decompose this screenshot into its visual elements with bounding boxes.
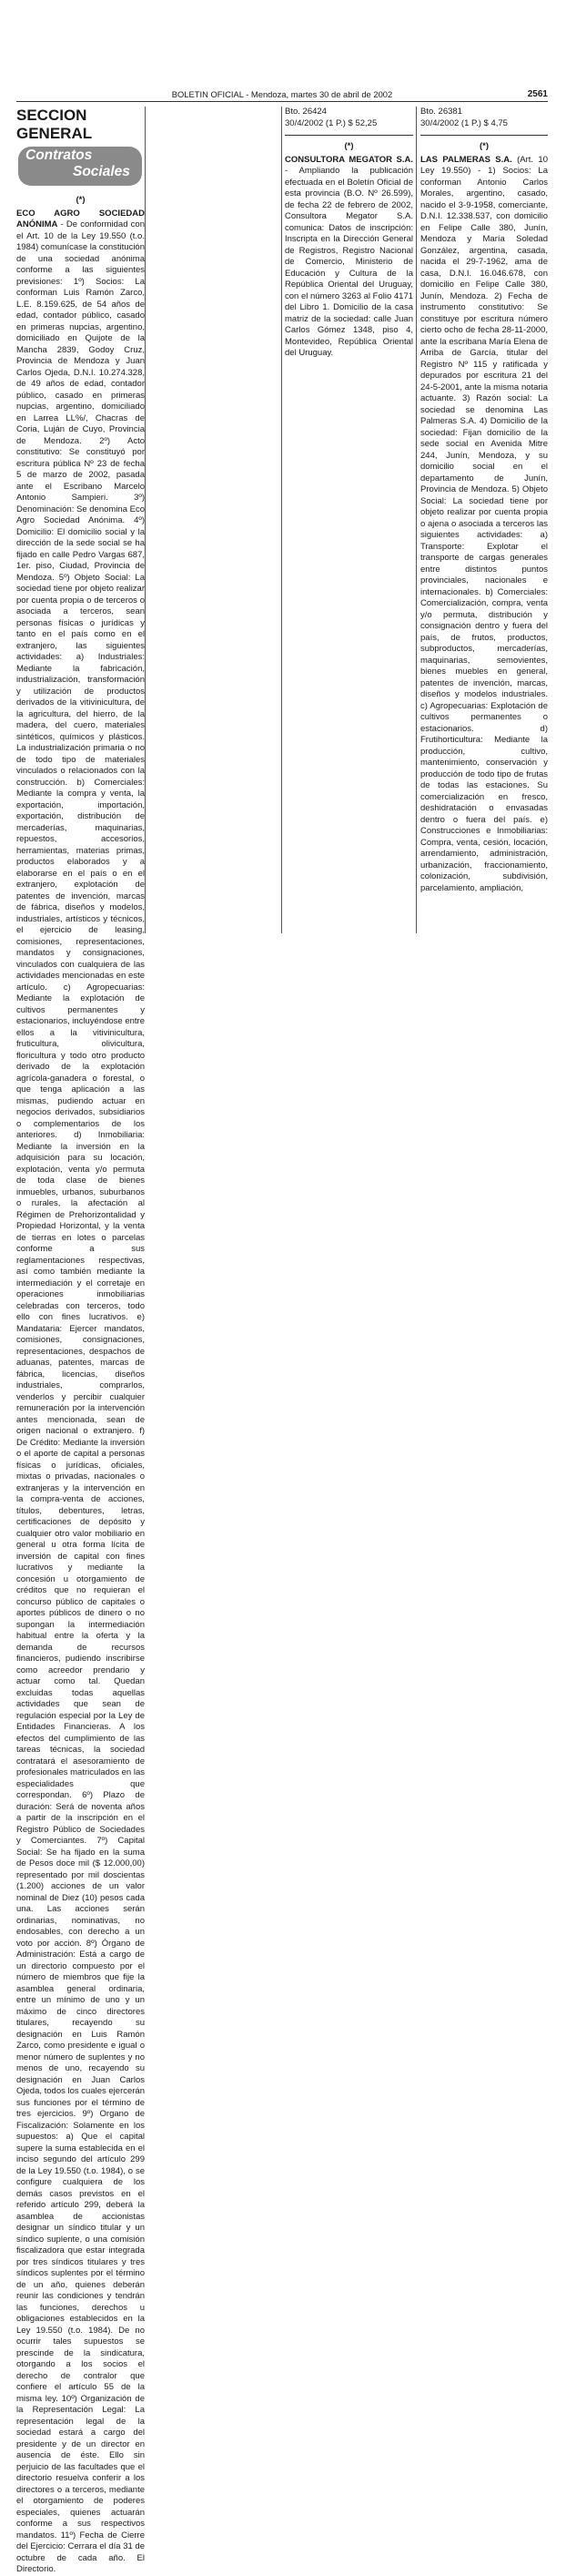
notice-company-name: LAS PALMERAS S.A.: [420, 154, 512, 165]
notice-body: (Art. 10 Ley 19.550) - 1) Socios: La conforman Antonio Carlos Morales, argentino, casado, nacido el 3-9-1958, comerciante, D.N.I. 12.338.537, con domicilio en Felipe Calle 380, Junín, Mendoza y María Soledad González, argentina, casada, nacida el 29-7-1962, ama de casa, D.N.I. 16.046.678, con domicilio en Felipe Calle 380, Junín, Mendoza. 2) Fecha de instrumento constitutivo: Se constituye por escritura número cierto ocho de fecha 28-11-2000, ante la escribana María Elena de Arriba de García, titular del Registro Nº 115 y ratificada y depurados por escritura 21 del 24-5-2001, ante la misma notaria actuante. 3) Razón social: La sociedad se denomina Las Palmeras S.A. 4) Domicilio de la sociedad: Fijan domicilio de la sede social en Avenida Mitre 244, Junín, Mendoza, y su domicilio social en el departamento de Junín, Provincia de Mendoza. 5) Objeto Social: La sociedad tiene por objeto realizar por cuenta propia o ajena o asociada a terceros las siguientes actividades: a) Transporte: Explotar el transporte de cargas generales entre distintos puntos provinciales, nacionales e internacionales. b) Comerciales: Comercialización, compra, venta y/o permuta, distribución y consignación dentro y fuera del país, de frutos, productos, subproductos, mercaderías, maquinarias, semovientes, bienes muebles en general, patentes de invención, marcas, diseños y modelos industriales. c) Agropecuarias: Explotación de cultivos permanentes o estacionarios. d) Frutihorticultura: Mediante la producción, cultivo, mantenimiento, conservación y producción de todo tipo de frutas de todas las estaciones. Su comercialización en fresco, deshidratación o envasadas dentro o fuera del país. e) Construcciones e Inmobiliarias: Compra, venta, cesión, locación, arrendamiento, administración, urbanización, fraccionamiento, colonización, subdivisión, parcelamiento, ampliación,: [420, 154, 548, 893]
column-divider: [416, 107, 417, 933]
section-title: SECCION GENERAL: [16, 107, 93, 142]
notice-asterisk: (*): [76, 195, 86, 205]
column-3: [285, 107, 413, 933]
notice-separator: [285, 135, 413, 136]
notice-bto: Bto. 26381: [420, 107, 462, 117]
notice-body: - De conformidad con el Art. 10 de la Ley 19.550 (t.o. 1984) comunícase la constitución de una sociedad anónima conforme a las siguientes previsiones: 1º) Socios: La conforman Luis Ramón Zarco, L.E. 8.159.625, de 54 años de edad, contador público, casado en primeras nupcias, argentino, domiciliado en Quijote de la Mancha 2839, Godoy Cruz, Provincia de Mendoza y Juan Carlos Ojeda, D.N.I. 10.274.328, de 49 años de edad, contador público, casado en primeras nupcias, argentino, domiciliado en Larrea LL%/, Chacras de Coria, Luján de Cuyo, Provincia de Mendoza. 2º) Acto constitutivo: Se constituyó por escritura pública Nº 23 de fecha 5 de marzo de 2002, pasada ante el Escribano Marcelo Antonio Sampieri. 3º) Denominación: Se denomina Eco Agro Sociedad Anónima. 4º) Domicilio: El domicilio social y la dirección de la sede social se ha fijado en calle Pedro Vargas 687, 1er. piso, Ciudad, Provincia de Mendoza. 5º) Objeto Social: La sociedad tiene por objeto realizar por cuenta propia o de terceros o asociada a terceros, sean personas físicas o jurídicas y tanto en el país como en el extranjero, las siguientes actividades: a) Industriales: Mediante la fabricación, industrialización, transformación y utilización de productos derivados de la vitivinicultura, de la agricultura, del hierro, de la madera, del cuero, materiales sintéticos, químicos y plásticos. La industrialización primaria o no de todo tipo de materiales vinculados o relacionados con la construcción. b) Comerciales: Mediante la compra y venta, la exportación, importación, exportación, distribución de mercaderías, maquinarias, repuestos, accesorios, herramientas, materias primas, productos elaborados y a elaborarse en el país o en el extranjero, explotación de patentes de invención, marcas de fábrica, diseños y modelos, industriales, artísticos y técnicos, el ejercicio de leasing, comisiones, representaciones, mandatos y consignaciones, vinculados con cualquiera de las actividades mencionadas en este artículo. c) Agropecuarias: Mediante la explotación de cultivos permanentes y estacionarios, incluyéndose entre ellos a la vitivinicultura, fruticultura, olivicultura, floricultura y todo otro producto derivado de la explotación agrícola-ganadera o forestal, o que tenga aplicación a las mismas, pudiendo actuar en negocios derivados, subsidiarios o complementarios de los anteriores. d) Inmobiliaria: Mediante la inversión en la adquisición para su locación, explotación, venta y/o permuta de toda clase de bienes inmuebles, urbanos, suburbanos o rurales, la afectación al Régimen de Prehorizontalidad y Propiedad Horizontal, y la venta de tierras en lotes o parcelas conforme a sus reglamentaciones respectivas, así como también mediante la intermediación y el corretaje en operaciones inmobiliarias celebradas con terceros, todo ello con fines lucrativos. e) Mandataria: Ejercer mandatos, comisiones, consignaciones, representaciones, despachos de aduanas, patentes, marcas de fábrica, licencias, diseños industriales, comprarlos, venderlos y percibir cualquier remuneración por la intervención antes mencionada, sean de origen nacional o extranjero. f) De Crédito: Mediante la inversión o el aporte de capital a personas físicas o jurídicas, oficiales, mixtas o privadas, nacionales o extranjeras y la intervención en la compra-venta de acciones, títulos, debentures, letras, certificaciones de depósito y cualquier otro valor mobiliario en general u otra forma lícita de inversión de capital con fines lucrativos y mediante la concesión u otorgamiento de créditos que no requieran el concurso público de capitales o aportes públicos de dinero o no supongan la intermediación habitual entre la oferta y la demanda de recursos financieros, pudiendo inscribirse como acreedor prendario y actuar como tal. Quedan excluidas todas aquellas actividades que sean de regulación especial por la Ley de Entidades Financieras. A los efectos del cumplimiento de las tareas técnicas, la sociedad contratará el asesoramiento de profesionales matriculados en las especialidades que correspondan. 6º) Plazo de duración: Será de noventa años a partir de la inscripción en el Registro Público de Sociedades y Comerciantes. 7º) Capital Social: Se ha fijado en la suma de Pesos doce mil ($ 12.000,00) representado por mil doscientas (1.200) acciones de un valor nominal de Diez (10) pesos cada una. Las acciones serán ordinarias, nominativas, no endosables, con derecho a un voto por acción. 8º) Órgano de Administración: Está a cargo de un directorio compuesto por el número de miembros que fije la asamblea general ordinaria, entre un mínimo de uno y un máximo de cinco directores titulares, recayendo su designación en Luis Ramón Zarco, como presidente e igual o menor número de suplentes y no menos de uno, recayendo su designación en Juan Carlos Ojeda, todos los cuales ejercerán sus funciones por el término de tres ejercicios. 9º) Organo de Fiscalización: Solamente en los supuestos: a) Que el capital supere la suma establecida en el inciso segundo del artículo 299 de la Ley 19.550 (t.o. 1984), o se configure cualquiera de los demás casos previstos en el referido artículo 299, deberá la asamblea de accionistas designar un síndico titular y un síndico suplente, o una comisión fiscalizadora que estar integrada por tres síndicos titulares y tres síndicos suplentes por el término de un año, quienes deberán reunir las condiciones y tendrán las funciones, derechos u obligaciones establecidos en la Ley 19.550 (t.o. 1984). De no ocurrir tales supuestos se prescinde de la sindicatura, otorgando a los socios el derecho de contralor que confiere el artículo 55 de la misma ley. 10º) Organización de la Representación Legal: La representación legal de la sociedad estará a cargo del presidente y de un director en ausencia de éste. Ello sin perjuicio de las facultades que el directorio resuelva conferir a los directores o a terceros, mediante el otorgamiento de poderes especiales, quienes actuarán conforme a sus respectivos mandatos. 11º) Fecha de Cierre del Ejercicio: Cerrara el día 31 de octubre de cada año. El Directorio.: [16, 219, 146, 2574]
notice-bto: Bto. 26424: [285, 107, 327, 117]
notice-asterisk: (*): [344, 141, 354, 151]
notice-megator: [285, 155, 413, 360]
notice-date: 30/4/2002 (1 P.) $ 4,75: [420, 117, 508, 128]
badge-line-2: Sociales: [73, 164, 130, 179]
page-header: [16, 88, 548, 100]
column-4: [420, 107, 548, 933]
badge-line-1: Contratos: [25, 148, 93, 163]
page-number: 2561: [527, 89, 548, 99]
notice-eco-agro: [16, 209, 145, 2576]
notice-las-palmeras: [420, 155, 548, 895]
column-2: [148, 107, 277, 933]
notice-body: - Ampliando la publicación efectuada en el Boletín Oficial de esta provincia (B.O. Nº 26.599), de fecha 22 de febrero de 2002, Consultora Megator S.A. comunica: Datos de inscripción: Inscripta en la Dirección General de Registros, Registro Nacional de Comercio, Ministerio de Educación y Cultura de la República Oriental del Uruguay, con el número 3263 al Folio 4171 del Libro 1. Domicilio de la casa matriz de la sociedad: calle Juan Carlos Gómez 1348, piso 4, Montevideo, República Oriental del Uruguay.: [285, 166, 414, 358]
header-divider: [16, 101, 548, 102]
contratos-sociales-badge: [18, 147, 142, 186]
notice-company-name: CONSULTORA MEGATOR S.A.: [285, 154, 413, 165]
column-divider: [145, 107, 146, 933]
notice-date: 30/4/2002 (1 P.) $ 52,25: [285, 117, 378, 128]
notice-asterisk: (*): [479, 141, 490, 151]
notice-company-name: ECO AGRO SOCIEDAD ANÓNIMA: [16, 208, 145, 229]
bulletin-title: BOLETIN OFICIAL - Mendoza, martes 30 de abril de 2002: [171, 89, 393, 99]
column-divider: [281, 107, 282, 933]
notice-separator: [420, 135, 548, 136]
column-1: [16, 107, 146, 2574]
